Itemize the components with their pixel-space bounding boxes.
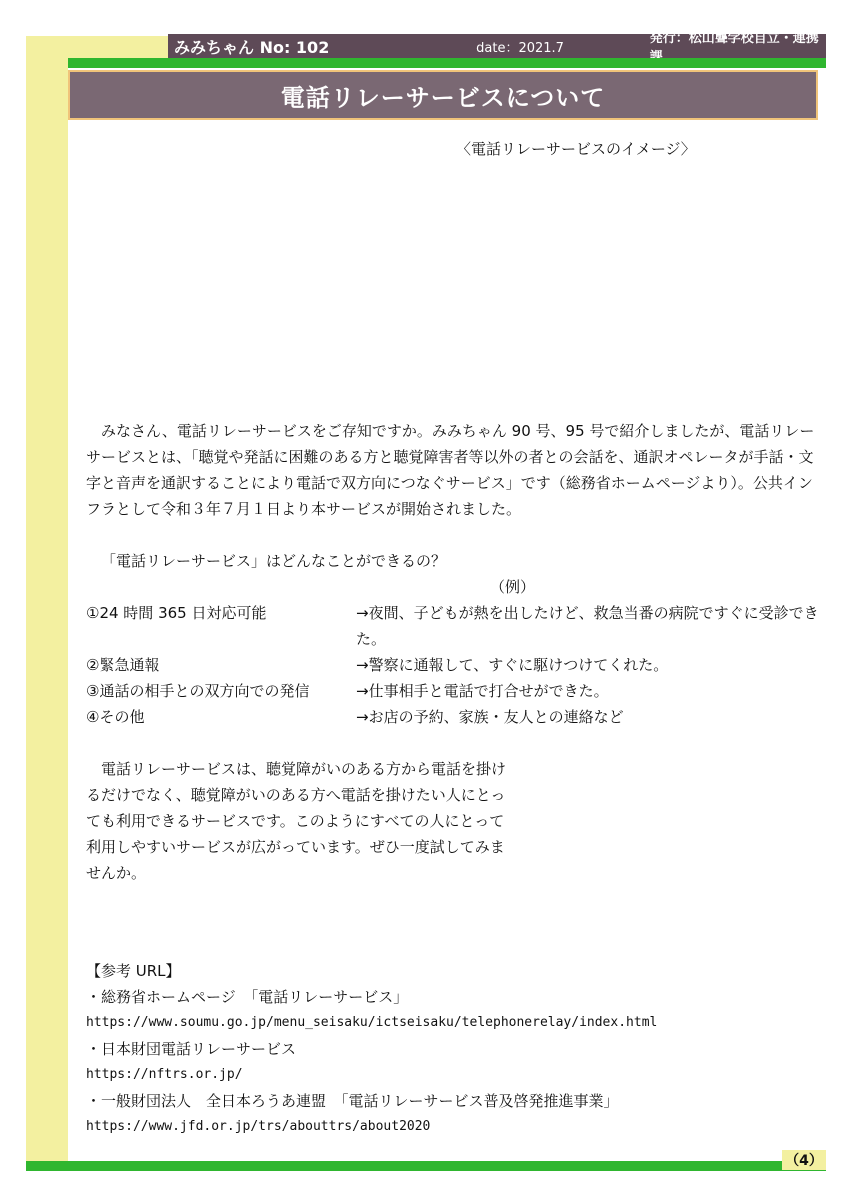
reference-url[interactable]: https://www.jfd.or.jp/trs/abouttrs/about2020: [86, 1119, 431, 1134]
feature-label: ③通話の相手との双方向での発信: [86, 682, 310, 700]
references-section: [86, 958, 806, 1140]
reference-url[interactable]: https://www.soumu.go.jp/menu_seisaku/ictseisaku/telephonerelay/index.html: [86, 1015, 658, 1030]
feature-label: ①24 時間 365 日対応可能: [86, 604, 267, 622]
reference-title: ・一般財団法人 全日本ろうあ連盟 「電話リレーサービス普及啓発推進事業」: [86, 1092, 619, 1110]
reference-title: ・総務省ホームページ 「電話リレーサービス」: [86, 988, 409, 1006]
intro-paragraph: みなさん、電話リレーサービスをご存知ですか。みみちゃん 90 号、95 号で紹介しましたが、電話リレーサービスとは、「聴覚や発話に困難のある方と聴覚障害者等以外の者との会話を、通訳オペレータが手話・文字と音声を通訳することにより電話で双方向につなぐサービス」です（総務省ホームページより）。公共インフラとして令和３年７月１日より本サービスが開始されました。: [86, 422, 815, 518]
feature-row: [86, 600, 826, 652]
feature-label: ④その他: [86, 708, 145, 726]
feature-row: [86, 704, 826, 730]
publisher: 発行：松山聾学校自立・連携: [649, 31, 819, 46]
feature-row: [86, 678, 826, 704]
top-green-divider: [68, 58, 826, 68]
left-decorative-stripe: [26, 36, 68, 1170]
bottom-green-divider: [26, 1161, 826, 1171]
feature-example: →仕事相手と電話で打合せができた。: [356, 682, 609, 700]
feature-example: →お店の予約、家族・友人との連絡など: [356, 708, 624, 726]
reference-url[interactable]: https://nftrs.or.jp/: [86, 1067, 243, 1082]
page-number: （4）: [782, 1150, 826, 1170]
closing-paragraph: 電話リレーサービスは、聴覚障がいのある方から電話を掛けるだけでなく、聴覚障がいのある方へ電話を掛けたい人にとっても利用できるサービスです。このようにすべての人にとって利用しやすいサービスが広がっています。ぜひ一度試してみませんか。: [86, 760, 507, 882]
feature-label: ②緊急通報: [86, 656, 160, 674]
article-body: [86, 418, 826, 886]
newsletter-header: [168, 31, 826, 58]
question-heading: 「電話リレーサービス」はどんなことができるの？: [101, 552, 447, 570]
feature-row: [86, 652, 826, 678]
feature-example: →夜間、子どもが熱を出したけど、救急当番の病院ですぐに受診できた。: [356, 604, 819, 648]
image-caption: 〈電話リレーサービスのイメージ〉: [456, 140, 696, 158]
issue-date: date：2021.7: [476, 40, 564, 56]
example-label: （例）: [490, 578, 536, 596]
references-heading: 【参考 URL】: [86, 962, 181, 980]
reference-title: ・日本財団電話リレーサービス: [86, 1040, 297, 1058]
page-title: 電話リレーサービスについて: [68, 70, 818, 120]
magazine-issue: みみちゃん No: 102: [174, 37, 330, 57]
feature-example: →警察に通報して、すぐに駆けつけてくれた。: [356, 656, 669, 674]
